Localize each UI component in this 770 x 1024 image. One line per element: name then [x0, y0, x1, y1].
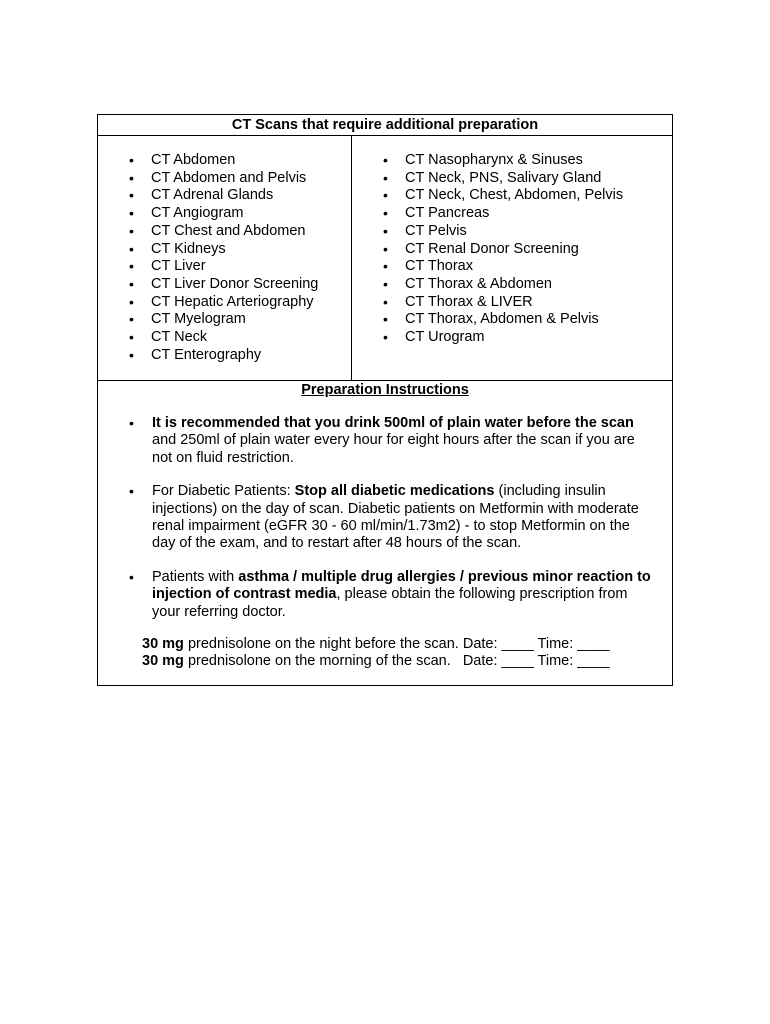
ct-preparation-table	[97, 114, 673, 686]
prescription-dose: 30 mg	[142, 636, 184, 653]
instruction-diabetic-bold: Stop all diabetic medications	[294, 483, 495, 500]
instruction-diabetic-text: (including insulin injections) on the day of scan. Diabetic patients on Metformin with moderate renal impairment (eGFR 30 - 60 ml/min/1.73m2) - to stop Metformin on the day of the exam, and to restart after 48 hours of the scan.	[152, 483, 639, 552]
scan-item: • CT Thorax & LIVER	[352, 294, 672, 312]
scan-item: • CT Pelvis	[352, 223, 672, 241]
scan-item: • CT Myelogram	[98, 311, 351, 329]
scan-item: • CT Adrenal Glands	[98, 187, 351, 205]
scan-item: • CT Enterography	[98, 347, 351, 365]
scan-item: • CT Abdomen and Pelvis	[98, 170, 351, 188]
prescription-morning	[142, 653, 672, 670]
scan-item: • CT Liver	[98, 258, 351, 276]
scan-item: • CT Neck, PNS, Salivary Gland	[352, 170, 672, 188]
instruction-water-bold: It is recommended that you drink 500ml of plain water before the scan	[152, 415, 634, 431]
scan-item: • CT Pancreas	[352, 205, 672, 223]
instruction-water	[98, 415, 672, 467]
scan-item: • CT Thorax	[352, 258, 672, 276]
prescription-night	[142, 636, 672, 653]
instruction-asthma-bold: asthma / multiple drug allergies / previous minor reaction to injection of contrast media	[152, 568, 651, 603]
preparation-section	[98, 381, 672, 685]
instruction-diabetic-lead: For Diabetic Patients:	[152, 483, 295, 500]
scan-item: • CT Abdomen	[98, 152, 351, 170]
scan-item: • CT Neck	[98, 329, 351, 347]
table-title: CT Scans that require additional preparation	[98, 115, 672, 136]
scan-item: • CT Nasopharynx & Sinuses	[352, 152, 672, 170]
scan-item: • CT Chest and Abdomen	[98, 223, 351, 241]
scan-item: • CT Neck, Chest, Abdomen, Pelvis	[352, 187, 672, 205]
scan-item: • CT Liver Donor Screening	[98, 276, 351, 294]
scan-item: • CT Thorax & Abdomen	[352, 276, 672, 294]
scan-list-right	[352, 136, 672, 380]
scan-item: • CT Hepatic Arteriography	[98, 294, 351, 312]
scan-item: • CT Renal Donor Screening	[352, 241, 672, 259]
instruction-asthma	[98, 569, 672, 621]
scan-item: • CT Kidneys	[98, 241, 351, 259]
instruction-asthma-lead: Patients with	[152, 568, 239, 585]
instruction-list	[98, 415, 672, 621]
prescription-text: prednisolone on the night before the scan. Date: ____ Time: ____	[183, 636, 610, 653]
scan-list-left	[98, 136, 352, 380]
preparation-title: Preparation Instructions	[301, 382, 469, 398]
scan-item: • CT Urogram	[352, 329, 672, 347]
instruction-asthma-text: , please obtain the following prescription from your referring doctor.	[152, 586, 628, 620]
prescription-text: prednisolone on the morning of the scan. Date: ____ Time: ____	[183, 653, 610, 670]
instruction-water-text: and 250ml of plain water every hour for eight hours after the scan if you are not on fluid restriction.	[152, 432, 635, 466]
prescription-lines	[98, 636, 672, 671]
scan-item: • CT Angiogram	[98, 205, 351, 223]
scan-item: • CT Thorax, Abdomen & Pelvis	[352, 311, 672, 329]
instruction-diabetic	[98, 483, 672, 553]
prescription-dose: 30 mg	[142, 653, 184, 670]
scan-list-row	[98, 136, 672, 381]
